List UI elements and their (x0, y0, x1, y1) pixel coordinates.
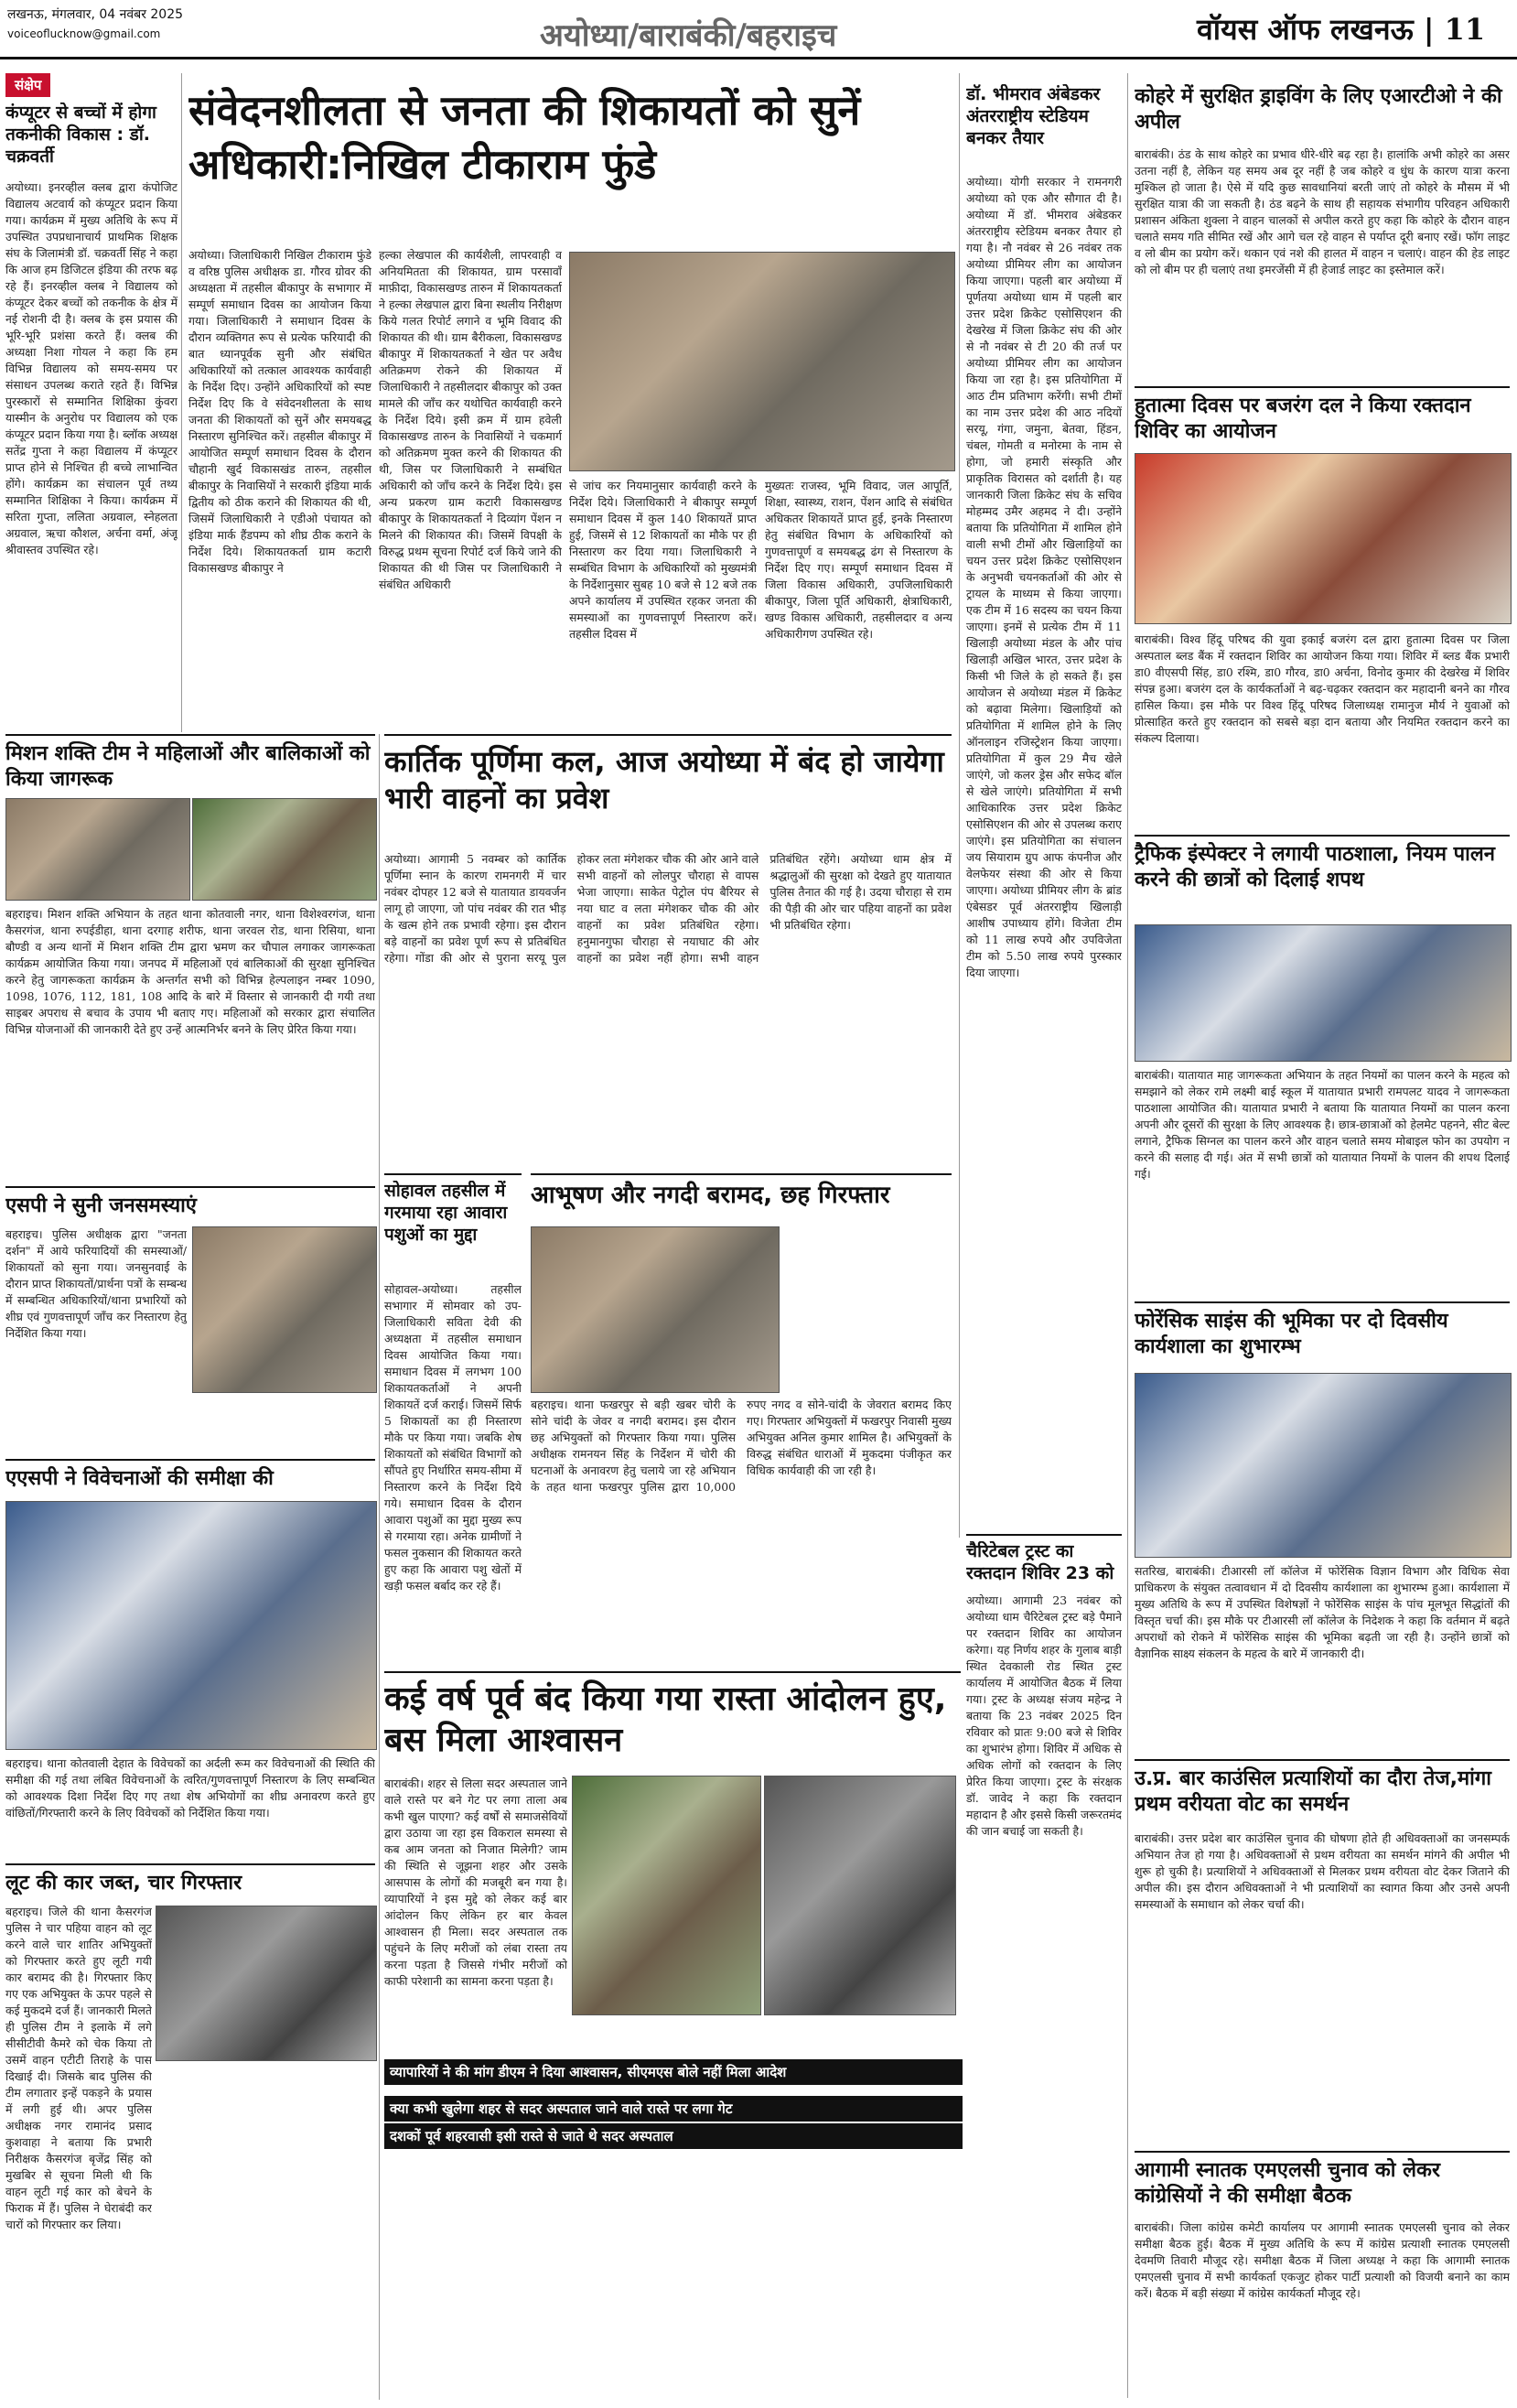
dateline: लखनऊ, मंगलवार, 04 नवंबर 2025 (7, 7, 184, 22)
photo-recovered-jewellery (531, 1226, 780, 1393)
photo-mission-shakti-1 (5, 798, 190, 901)
divider (5, 1459, 375, 1461)
section-title: अयोध्या/बाराबंकी/बहराइच (540, 17, 837, 54)
photo-jan-sunwai (192, 1226, 377, 1393)
road-headline: कई वर्ष पूर्व बंद किया गया रास्ता आंदोलन हुए, बस मिला आश्वासन (384, 1680, 947, 1759)
main-body-col1: अयोध्या। जिलाधिकारी निखिल टीकाराम फुंडे व वरिष्ठ पुलिस अधीक्षक डा. गौरव ग्रोवर की अध्यक्षता में तहसील बीकापुर के सभागार में सम्पूर्ण समाधान दिवस का आयोजन किया गया। जिलाधिकारी ने समाधान दिवस के दौरान व्यक्तिगत रूप से प्रत्येक फरियादी की बात ध्यानपूर्वक सुनी और संबंधित अधिकारियों को तत्काल आवश्यक कार्यवाही के निर्देश दिए। उन्होंने अधिकारियों को स्पष्ट निर्देश दिए कि वे संवेदनशीलता के साथ जनता की शिकायतों को सुनें और समयबद्ध निस्तारण सुनिश्चित करें। तहसील बीकापुर में आयोजित सम्पूर्ण समाधान दिवस के दौरान चौहानी खुर्द विकासखंड तारुन, तहसील बीकापुर के निवासियों ने सरकारी इंडिया मार्क द्वितीय को ठीक कराने की शिकायत की थी, जिसमें जिलाधिकारी ने एडीओ पंचायत को इंडिया मार्क हैंडपम्प को शीघ्र ठीक कराने के निर्देश दिये। शिकायतकर्ता ग्राम कटारी विकासखण्ड बीकापुर ने (188, 248, 371, 575)
sp-body: बहराइच। पुलिस अधीक्षक द्वारा "जनता दर्शन" में आये फरियादियों की समस्याओं/शिकायतों को सुना गया। जनसुनवाई के दौरान प्राप्त शिकायतों/प्रार्थना पत्रों के सम्बन्ध में सम्बन्धित अधिकारियों/थाना प्रभारियों को शीघ्र एवं गुणवत्तापूर्ण जाँच कर निस्तारण हेतु निर्देशित किया गया। (5, 1227, 187, 1340)
photo-closed-road-1 (572, 1776, 761, 2015)
councilor-headline: उ.प्र. बार काउंसिल प्रत्याशियों का दौरा तेज,मांगा प्रथम वरीयता वोट का समर्थन (1135, 1767, 1491, 1816)
forensic-body: सतरिख, बाराबंकी। टीआरसी लॉ कॉलेज में फोरेंसिक विज्ञान विभाग और विधिक सेवा प्राधिकरण के संयुक्त तत्वावधान में दो दिवसीय कार्यशाला का शुभारम्भ हुआ। कार्यशाला में मुख्य अतिथि के रूप में उपस्थित विशेषज्ञों ने फोरेंसिक साइंस के पांच मूलभूत सिद्धांतों की विस्तृत चर्चा की। इस मौके पर टीआरसी लॉ कॉलेज के निदेशक ने कहा कि वर्तमान में बढ़ते अपराधों को रोकने में फोरेंसिक साइंस की भूमिका बढ़ती जा रही है। उन्होंने छात्रों को वैज्ञानिक साक्ष्य संकलन के महत्व के बारे में जानकारी दी। (1135, 1564, 1510, 1660)
column-divider (379, 734, 380, 2400)
divider (1135, 1301, 1510, 1303)
email-address[interactable]: voiceoflucknow@gmail.com (7, 27, 161, 40)
election-body: बाराबंकी। जिला कांग्रेस कमेटी कार्यालय पर आगामी स्नातक एमएलसी चुनाव को लेकर समीक्षा बैठक हुई। बैठक में मुख्य अतिथि के रूप में कांग्रेस प्रत्याशी स्नातक एमएलसी देवमणि तिवारी मौजूद रहे। समीक्षा बैठक में जिला अध्यक्ष ने कहा कि आगामी स्नातक एमएलसी चुनाव में सभी कार्यकर्ता एकजुट होकर पार्टी प्रत्याशी को विजयी बनाने का काम करें। बैठक में बड़ी संख्या में कांग्रेस कार्यकर्ता मौजूद रहे। (1135, 2220, 1510, 2300)
photo-asp-review (5, 1501, 377, 1750)
fog-headline: कोहरे में सुरक्षित ड्राइविंग के लिए एआरटीओ ने की अपील (1135, 85, 1502, 134)
main-headline: संवेदनशीलता से जनता की शिकायतों को सुनें अधिकारी:निखिल टीकाराम फुंडे (188, 86, 861, 189)
divider (384, 1173, 522, 1175)
charity-body: अयोध्या। आगामी 23 नवंबर को अयोध्या धाम चैरिटेबल ट्रस्ट बड़े पैमाने पर रक्तदान शिविर का आयोजन करेगा। यह निर्णय शहर के गुलाब बाड़ी स्थित देवकाली रोड स्थित ट्रस्ट कार्यालय में आयोजित बैठक में लिया गया। ट्रस्ट के अध्यक्ष संजय महेन्द्र ने बताया कि 23 नवंबर 2025 दिन रविवार को प्रातः 9:00 बजे से शिविर का शुभारंभ होगा। शिविर में अधिक से अधिक लोगों को रक्तदान के लिए प्रेरित किया जाएगा। ट्रस्ट के संरक्षक डॉ. जावेद ने कहा कि रक्तदान महादान है और इससे किसी जरूरतमंद की जान बचाई जा सकती है। (966, 1593, 1122, 1838)
main-body-col3: से जांच कर नियमानुसार कार्यवाही करने के निर्देश दिये। जिलाधिकारी ने बीकापुर सम्पूर्ण समाधान दिवस में कुल 140 शिकायतें प्राप्त हुई, जिसमें से 12 शिकायतों का मौके पर ही निस्तारण कर दिया गया। जिलाधिकारी ने सम्बंधित विभाग के अधिकारियों को मुख्यमंत्री के निर्देशानुसार सुबह 10 बजे से 12 बजे तक अपने कार्यालय में उपस्थित रहकर जनता की समस्याओं का गुणवत्तापूर्ण निस्तारण करें। तहसील दिवस में (569, 479, 757, 641)
mission-body: बहराइच। मिशन शक्ति अभियान के तहत थाना कोतवाली नगर, थाना विशेश्वरगंज, थाना कैसरगंज, थाना रुपईडीहा, थाना दरगाह शरीफ, थाना जरवल रोड, थाना रिसिया, थाना बौण्डी व अन्य थानों में मिशन शक्ति टीम द्वारा भ्रमण कर चौपाल लगाकर जागरूकता कार्यक्रम आयोजित किया गया। जनपद में महिलाओं एवं बालिकाओं की सुरक्षा सुनिश्चित करने हेतु जागरूकता कार्यक्रम के अन्तर्गत सभी को विभिन्न हेल्पलाइन नम्बर 1090, 1098, 1076, 112, 181, 108 आदि के बारे में विस्तार से जानकारी दी गयी तथा साइबर अपराध से बचाव के उपाय भी बताए गए। महिलाओं को सरकार द्वारा संचालित विभिन्न योजनाओं की जानकारी देते हुए उन्हें आत्मनिर्भर बनने के लिए प्रेरित किया गया। (5, 907, 375, 1036)
divider (531, 1173, 952, 1175)
sohawal-body: सोहावल-अयोध्या। तहसील सभागार में सोमवार को उप-जिलाधिकारी सविता देवी की अध्यक्षता में तहसील समाधान दिवस आयोजित किया गया। समाधान दिवस में लगभग 100 शिकायतकर्ताओं ने अपनी शिकायतें दर्ज कराई। जिसमें सिर्फ 5 शिकायतों का ही निस्तारण मौके पर किया गया। जबकि शेष शिकायतों को संबंधित विभागों को सौंपते हुए निर्धारित समय-सीमा में निस्तारण करने के निर्देश दिये गये। समाधान दिवस के दौरान आवारा पशुओं का मुद्दा मुख्य रूप से गरमाया रहा। अनेक ग्रामीणों ने फसल नुकसान की शिकायत करते हुए कहा कि आवारा पशु खेतों में खड़ी फसल बर्बाद कर रहे हैं। (384, 1282, 522, 1593)
robbery-headline: लूट की कार जब्त, चार गिरफ्तार (5, 1872, 242, 1895)
brief-body: अयोध्या। इनरव्हील क्लब द्वारा कंपोजिट विद्यालय अटवार्य को कंप्यूटर प्रदान किया गया। कार्यक्रम में मुख्य अतिथि के रूप में उपस्थित उपप्रधानाचार्य प्राथमिक शिक्षक संघ के जिलामंत्री डॉ. चक्रवर्ती सिंह ने कहा कि आज हम डिजिटल इंडिया की तरफ बढ़ रहे हैं। इनरव्हील क्लब ने विद्यालय को कंप्यूटर देकर बच्चों को तकनीक के क्षेत्र में नई रोशनी दी है। क्लब के इस प्रयास की भूरि-भूरि प्रशंसा करते हैं। क्लब की अध्यक्षा निशा गोयल ने कहा कि हम विभिन्न विद्यालय को समय-समय पर संसाधन उपलब्ध कराते रहते हैं। विभिन्न पुरस्कारों से सम्मानित शिक्षिका कुंवरा यास्मीन के अनुरोध पर विद्यालय को एक कंप्यूटर प्रदान किया गया है। ब्लॉक अध्यक्ष सतेंद्र गुप्ता ने कहा विद्यालय में कंप्यूटर प्राप्त होने से निश्चित ही बच्चे लाभान्वित होंगे। कार्यक्रम का संचालन पूर्व तथ्य सम्मानित शिक्षिका ने किया। कार्यक्रम में सरिता गुप्ता, ललिता अग्रवाल, स्नेहलता अग्रवाल, ऋचा कौशल, अर्चना वर्मा, अंजू श्रीवास्तव उपस्थित रहे। (5, 180, 178, 556)
photo-traffic-class (1135, 924, 1512, 1062)
review-headline: एएसपी ने विवेचनाओं की समीक्षा की (5, 1467, 274, 1490)
divider (5, 734, 375, 736)
stadium-body: अयोध्या। योगी सरकार ने रामनगरी अयोध्या को एक और सौगात दी है। अयोध्या में डॉ. भीमराव अंबेडकर अंतरराष्ट्रीय स्टेडियम बनकर तैयार हो गया है। नौ नवंबर से 26 नवंबर तक अयोध्या प्रीमियर लीग का आयोजन किया जाएगा। पहली बार अयोध्या में पूर्णतया अयोध्या धाम में पहली बार उत्तर प्रदेश क्रिकेट एसोसिएशन की देखरेख में जिला क्रिकेट संघ की ओर से नौ नवंबर से टी 20 की तर्ज पर अयोध्या प्रीमियर लीग का आयोजन किया जा रहा है। इस प्रतियोगिता में आठ टीम प्रतिभाग करेंगी। सभी टीमों का नाम उत्तर प्रदेश की आठ नदियों सरयू, गंगा, जमुना, बेतवा, हिंडन, चंबल, गोमती व मनोरमा के नाम से होगा, जो हमारी संस्कृति और प्राकृतिक विरासत को दर्शाती है। यह जानकारी जिला क्रिकेट संघ के सचिव मोहम्मद उमैर अहमद ने दी। उन्होंने बताया कि प्रतियोगिता में शामिल होने वाली सभी टीमों और खिलाड़ियों का चयन उत्तर प्रदेश क्रिकेट एसोसिएशन के अनुभवी चयनकर्ताओं की ओर से ट्रायल के माध्यम से किया जाएगा। एक टीम में 16 सदस्य का चयन किया जाएगा। इनमें से प्रत्येक टीम में 11 खिलाड़ी अयोध्या मंडल के और पांच खिलाड़ी अखिल भारत, उत्तर प्रदेश के किसी भी जिले के हो सकते हैं। इस आयोजन से अयोध्या मंडल में क्रिकेट को बढ़ावा मिलेगा। खिलाड़ियों को प्रतियोगिता में शामिल होने के लिए ऑनलाइन रजिस्ट्रेशन किया जाएगा। प्रतियोगिता में कुल 29 मैच खेले जाएंगे, जो कलर ड्रेस और सफेद बॉल से खेले जाएंगे। प्रतियोगिता में सभी आधिकारिक उत्तर प्रदेश क्रिकेट एसोसिएशन की ओर से उपलब्ध कराए जाएंगे। इस प्रतियोगिता का संचालन जय सियाराम ग्रुप आफ कंपनीज और वेलफेयर संस्था की ओर से किया जाएगा। अयोध्या प्रीमियर लीग के ब्रांड एंबेसडर पूर्व अंतरराष्ट्रीय खिलाड़ी आशीष उपाध्याय होंगे। विजेता टीम को 11 लाख रुपये और उपविजेता टीम को 5.50 लाख रुपये पुरस्कार दिया जाएगा। (966, 175, 1122, 979)
traffic-headline: ट्रैफिक इंस्पेक्टर ने लगायी पाठशाला, नियम पालन करने की छात्रों को दिलाई शपथ (1135, 843, 1495, 891)
divider (1135, 386, 1510, 388)
road-callout-3: दशकों पूर्व शहरवासी इसी रास्ते से जाते थे सदर अस्पताल (384, 2123, 963, 2149)
photo-closed-road-2 (764, 1776, 956, 2015)
forensic-headline: फोरेंसिक साइंस की भूमिका पर दो दिवसीय कार्यशाला का शुभारम्भ (1135, 1310, 1448, 1358)
newspaper-brand (1197, 9, 1485, 49)
brief-headline: कंप्यूटर से बच्चों में होगा तकनीकी विकास : डॉ. चक्रवर्ती (5, 103, 156, 167)
sp-headline: एसपी ने सुनी जनसमस्याएं (5, 1194, 197, 1217)
review-body: बहराइच। थाना कोतवाली देहात के विवेचकों का अर्दली रूम कर विवेचनाओं की स्थिति की समीक्षा की गई तथा लंबित विवेचनाओं के त्वरित/गुणवत्तापूर्ण निस्तारण के लिए सम्बन्धित को आवश्यक दिशा निर्देश दिए गए तथा शेष अभियोगों का शीघ्र अनावरण करते हुए वांछितों/गिरफ्तारी करने के लिए विवेचकों को निर्देशित किया गया। (5, 1756, 375, 1819)
divider (384, 1671, 961, 1673)
kartik-headline: कार्तिक पूर्णिमा कल, आज अयोध्या में बंद हो जायेगा भारी वाहनों का प्रवेश (384, 744, 944, 815)
charity-headline: चैरिटेबल ट्रस्ट का रक्तदान शिविर 23 को (966, 1541, 1114, 1583)
blood-headline: हुतात्मा दिवस पर बजरंग दल ने किया रक्तदान शिविर का आयोजन (1135, 394, 1471, 443)
stadium-headline: डॉ. भीमराव अंबेडकर अंतरराष्ट्रीय स्टेडियम बनकर तैयार (966, 84, 1101, 148)
divider (1135, 1759, 1510, 1761)
traffic-body: बाराबंकी। यातायात माह जागरूकता अभियान के तहत नियमों का पालन करने के महत्व को समझाने को लेकर रामे लक्ष्मी बाई स्कूल में यातायात प्रभारी रामपलट यादव ने जागरूकता पाठशाला आयोजित की। यातायात प्रभारी ने बताया कि यातायात नियमों का पालन करना अपनी और दूसरों की सुरक्षा के लिए आवश्यक है। छात्र-छात्राओं को हेलमेट पहनने, सीट बेल्ट लगाने, ट्रैफिक सिग्नल का पालन करने और वाहन चलाते समय मोबाइल फोन का उपयोग न करने की सलाह दी गई। अंत में सभी छात्रों को यातायात नियमों के पालन की शपथ दिलाई गई। (1135, 1068, 1510, 1181)
jewel-headline: आभूषण और नगदी बरामद, छह गिरफ्तार (531, 1182, 890, 1209)
kartik-body: अयोध्या। आगामी 5 नवम्बर को कार्तिक पूर्णिमा स्नान के कारण रामनगरी में चार नवंबर दोपहर 12 बजे से यातायात डायवर्जन लागू हो जाएगा, जो पांच नवंबर की रात भीड़ के खत्म होने तक प्रभावी रहेगा। इस दौरान बड़े वाहनों का प्रवेश पूर्ण रूप से प्रतिबंधित रहेगा। गोंडा की ओर से पुराना सरयू पुल होकर लता मंगेशकर चौक की ओर आने वाले सभी वाहनों को लोलपुर चौराहा से वापस भेजा जाएगा। साकेत पेट्रोल पंप बैरियर से नया घाट व लता मंगेशकर चौक की ओर वाहनों का प्रवेश प्रतिबंधित रहेगा। हनुमानगुफा चौराहा से नयाघाट की ओर वाहनों का प्रवेश नहीं होगा। सभी वाहन प्रतिबंधित रहेंगे। अयोध्या धाम क्षेत्र में श्रद्धालुओं की सुरक्षा को देखते हुए यातायात पुलिस तैनात की गई है। उदया चौराहा से राम की पैड़ी की ओर चार पहिया वाहनों का प्रवेश भी प्रतिबंधित रहेगा। (384, 852, 952, 965)
page-number: 11 (1444, 12, 1486, 47)
divider (966, 1534, 1122, 1536)
main-body-col2: हल्का लेखपाल की कार्यशैली, लापरवाही व अनियमितता की शिकायत, ग्राम परसावाँ माफ़ीदा, विकासखण्ड तारुन में शिकायतकर्ता ने हल्का लेखपाल द्वारा बिना स्थलीय निरीक्षण किये गलत रिपोर्ट लगाने व भूमि विवाद की शिकायत की थी। ग्राम बैरीकला, विकासखण्ड बीकापुर में शिकायतकर्ता ने खेत पर अवैध अतिक्रमण रोकने की शिकायत में जिलाधिकारी ने तहसीलदार बीकापुर को उक्त मामले की जाँच कर यथोचित कार्यवाही करने के निर्देश दिये। इसी क्रम में ग्राम हवेली विकासखण्ड तारुन के निवासियों ने चकमार्ग को अतिक्रमण मुक्त करने की शिकायत की थी, जिस पर जिलाधिकारी ने सम्बंधित अधिकारी को जाँच करने के निर्देश दिये। इस अन्य प्रकरण ग्राम कटारी विकासखण्ड बीकापुर के शिकायतकर्ता ने दिव्यांग पेंशन न मिलने की शिकायत की। जिसमें विपक्षी के विरुद्ध प्रथम सूचना रिपोर्ट दर्ज किये जाने की शिकायत की थी जिस पर जिलाधिकारी ने संबंधित अधिकारी (379, 248, 562, 591)
main-body-col4: मुख्यतः राजस्व, भूमि विवाद, जल आपूर्ति, शिक्षा, स्वास्थ्य, राशन, पेंशन आदि से संबंधित अधिकतर शिकायतें प्राप्त हुई, इनके निस्तारण हेतु संबंधित विभाग के अधिकारियों को गुणवत्तापूर्ण व समयबद्ध ढंग से निस्तारण के निर्देश दिए गए। सम्पूर्ण समाधान दिवस में जिला विकास अधिकारी, उपजिलाधिकारी बीकापुर, जिला पूर्ति अधिकारी, क्षेत्राधिकारी, खण्ड विकास अधिकारी, तहसीलदार व अन्य अधिकारीगण उपस्थित रहे। (765, 479, 952, 641)
divider (384, 734, 952, 736)
road-callout-1: व्यापारियों ने की मांग डीएम ने दिया आश्वासन, सीएमएस बोले नहीं मिला आदेश (384, 2059, 963, 2085)
sohawal-headline: सोहावल तहसील में गरमाया रहा आवारा पशुओं का मुद्दा (384, 1181, 508, 1245)
divider (5, 1863, 375, 1865)
column-divider (959, 73, 960, 1538)
column-divider (1127, 73, 1128, 2398)
councilor-body: बाराबंकी। उत्तर प्रदेश बार काउंसिल चुनाव की घोषणा होते ही अधिवक्ताओं का जनसम्पर्क अभियान तेज हो गया है। अधिवक्ताओं से प्रथम वरीयता का समर्थन मांगने की अपील भी शुरू हो चुकी है। प्रत्याशियों ने अधिवक्ताओं से मिलकर प्रथम वरीयता वोट देकर जिताने की अपील की। इस दौरान अधिवक्ताओं ने भी प्रत्याशियों का स्वागत किया और उनसे अपनी समस्याओं के समाधान को लेकर चर्चा की। (1135, 1831, 1510, 1911)
brand-name: वॉयस ऑफ लखनऊ (1197, 12, 1414, 47)
photo-mission-shakti-2 (192, 798, 377, 901)
mission-headline: मिशन शक्ति टीम ने महिलाओं और बालिकाओं को किया जागरूक (5, 742, 371, 791)
masthead (0, 0, 1517, 59)
election-headline: आगामी स्नातक एमएलसी चुनाव को लेकर कांग्रेसियों ने की समीक्षा बैठक (1135, 2159, 1440, 2208)
page-separator: | (1413, 12, 1445, 47)
road-body: बाराबंकी। शहर से लिला सदर अस्पताल जाने वाले रास्ते पर बने गेट पर लगा ताला अब कभी खुल पाएगा? कई वर्षों से समाजसेवियों द्वारा उठाया जा रहा इस विकराल समस्या से कब आम जनता को निजात मिलेगी? जाम की स्थिति से जूझना शहर और उसके आसपास के लोगों की मजबूरी बन गया है। व्यापारियों ने इस मुद्दे को लेकर कई बार आंदोलन किए लेकिन हर बार केवल आश्वासन ही मिला। सदर अस्पताल तक पहुंचने के लिए मरीजों को लंबा रास्ता तय करना पड़ता है जिससे गंभीर मरीजों को काफी परेशानी का सामना करना पड़ता है। (384, 1776, 567, 1988)
photo-samadhan-diwas (569, 252, 955, 471)
blood-body: बाराबंकी। विश्व हिंदू परिषद की युवा इकाई बजरंग दल द्वारा हुतात्मा दिवस पर जिला अस्पताल ब्लड बैंक में रक्तदान शिविर का आयोजन किया गया। शिविर में ब्लड बैंक प्रभारी डा0 वीएसपी सिंह, डा0 रश्मि, डा0 गौरव, डा0 अर्चना, विनोद कुमार की देखरेख में शिविर संपन्न हुआ। बजरंग दल के कार्यकर्ताओं ने बढ़-चढ़कर रक्तदान कर महादानी बनने का गौरव हासिल किया। इस मौके पर विश्व हिंदू परिषद जिलाध्यक्ष रामानुज मौर्य ने युवाओं को प्रोत्साहित करते हुए रक्तदान को सबसे बड़ा दान बताया और नियमित रक्तदान करने का संकल्प दिलाया। (1135, 632, 1510, 745)
fog-body: बाराबंकी। ठंड के साथ कोहरे का प्रभाव धीरे-धीरे बढ़ रहा है। हालांकि अभी कोहरे का असर उतना नहीं है, लेकिन यह समय अब दूर नहीं है जब कोहरे व धुंध के कारण यात्रा करना मुश्किल हो जाता है। ऐसे में यदि कुछ सावधानियां बरती जाएं तो कोहरे के मौसम में भी सुरक्षित यात्रा की जा सकती है। ठंड बढ़ने के साथ ही सहायक संभागीय परिवहन अधिकारी प्रशासन अंकिता शुक्ला ने वाहन चालकों से अपील करते हुए कहा कि कोहरे के दौरान वाहन चलाते समय गति सीमित रखें और आगे चल रहे वाहन से पर्याप्त दूरी बनाए रखें। फॉग लाइट व लो बीम का प्रयोग करें। थकान एवं नशे की हालत में वाहन न चलाएं। वाहन की हेड लाइट को लो बीम पर ही चलाएं तथा इमरजेंसी में ही हेजार्ड लाइट का इस्तेमाल करें। (1135, 147, 1510, 276)
jewel-body: बहराइच। थाना फखरपुर से बड़ी खबर चोरी के सोने चांदी के जेवर व नगदी बरामद। इस दौरान छह अभियुक्तों को गिरफ्तार किया गया। पुलिस अधीक्षक रामनयन सिंह के निर्देशन में चोरी की घटनाओं के अनावरण हेतु चलाये जा रहे अभियान के तहत थाना फखरपुर पुलिस द्वारा 10,000 रुपए नगद व सोने-चांदी के जेवरात बरामद किए गए। गिरफ्तार अभियुक्तों में फखरपुर निवासी मुख्य अभियुक्त अनिल कुमार शामिल है। अभियुक्तों के विरुद्ध संबंधित धाराओं में मुकदमा पंजीकृत कर विधिक कार्यवाही की जा रही है। (531, 1398, 952, 1494)
divider (5, 1186, 375, 1188)
photo-arrested-accused (156, 1906, 377, 2061)
divider (1135, 2151, 1510, 2153)
road-callout-2: क्या कभी खुलेगा शहर से सदर अस्पताल जाने वाले रास्ते पर लगा गेट (384, 2096, 963, 2122)
column-divider (181, 73, 182, 732)
photo-blood-camp (1135, 453, 1512, 624)
divider (1135, 835, 1510, 837)
photo-forensic-workshop (1135, 1373, 1512, 1558)
robbery-body: बहराइच। जिले की थाना कैसरगंज पुलिस ने चार पहिया वाहन को लूट करने वाले चार शातिर अभियुक्तों को गिरफ्तार करते हुए लूटी गयी कार बरामद की है। गिरफ्तार किए गए एक अभियुक्त के ऊपर पहले से कई मुकदमे दर्ज हैं। जानकारी मिलते ही पुलिस टीम ने इलाके में लगे सीसीटीवी कैमरे को चेक किया तो उसमें वाहन एटीटी तिराहे के पास दिखाई दी। जिसके बाद पुलिस की टीम लगातार इन्हें पकड़ने के प्रयास में लगी हुई थी। अपर पुलिस अधीक्षक नगर रामानंद प्रसाद कुशवाहा ने बताया कि प्रभारी निरीक्षक कैसरगंज बृजेंद्र सिंह को मुखबिर से सूचना मिली थी कि वाहन लूटी गई कार को बेचने के फिराक में हैं। पुलिस ने घेराबंदी कर चारों को गिरफ्तार कर लिया। (5, 1905, 152, 2231)
brief-tag: संक्षेप (5, 73, 50, 97)
